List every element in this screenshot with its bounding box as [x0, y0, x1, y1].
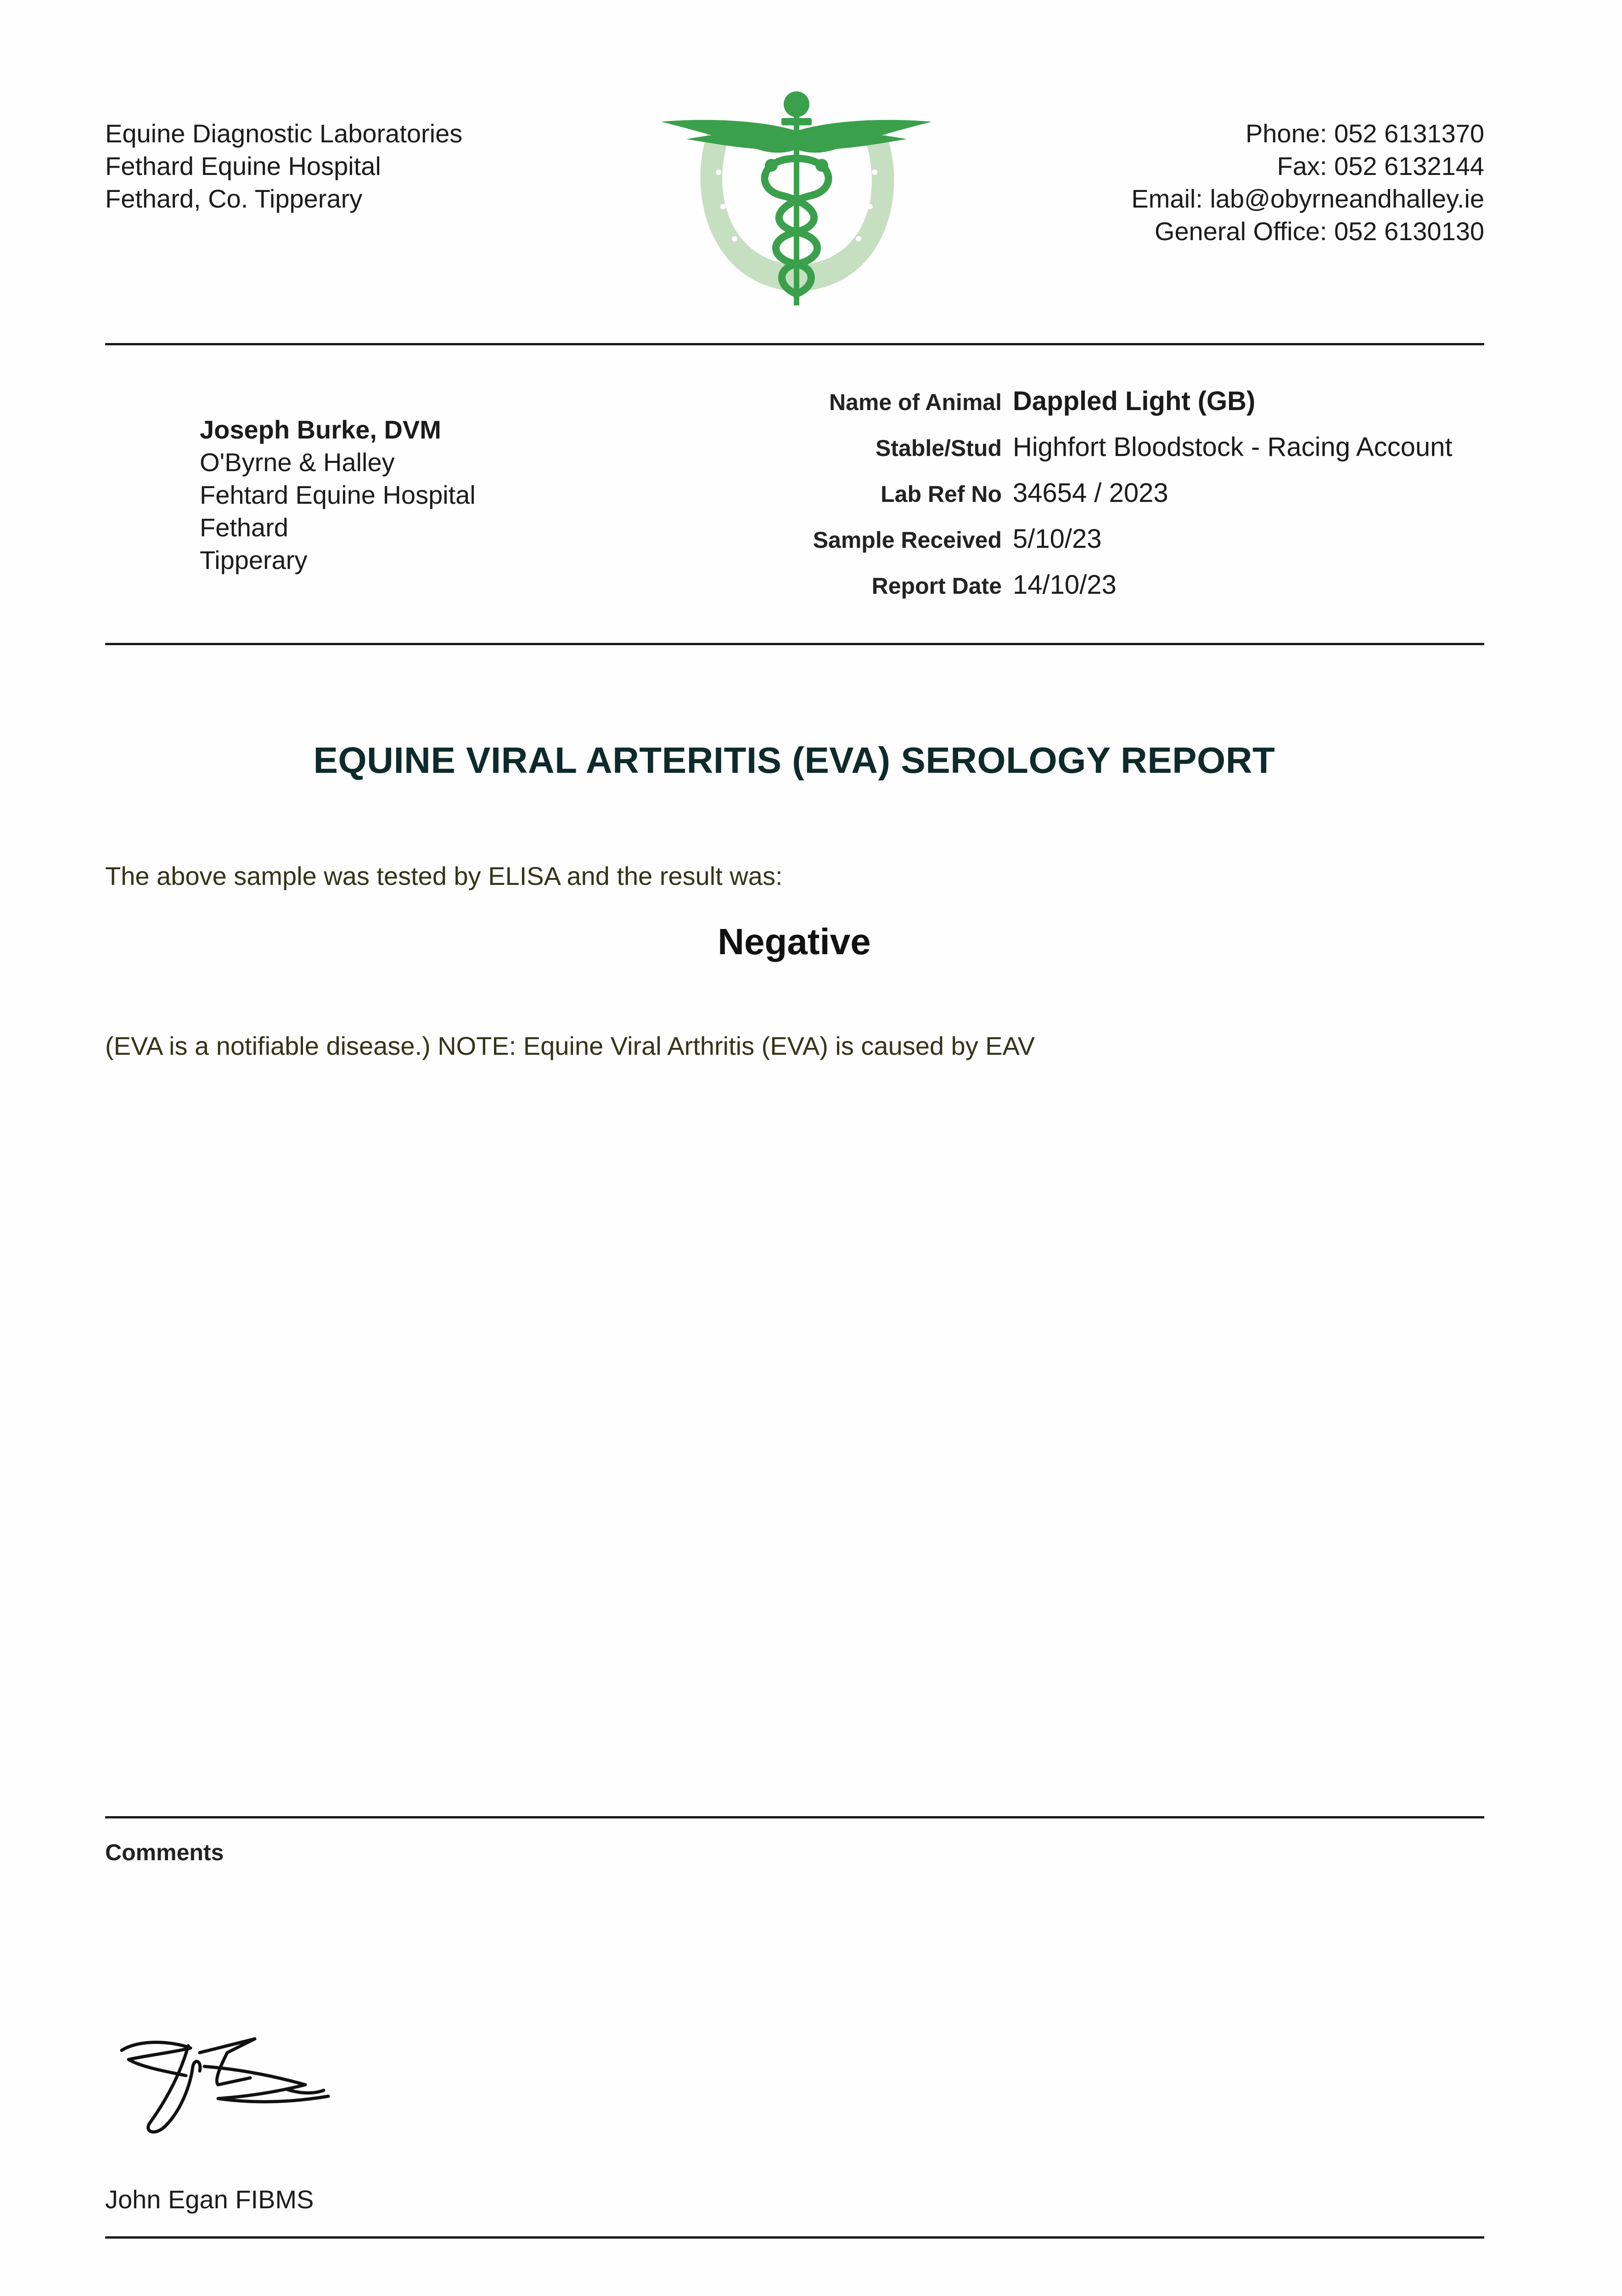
detail-label: Sample Received — [813, 527, 1002, 553]
fax: Fax: 052 6132144 — [1277, 152, 1484, 180]
report-note: (EVA is a notifiable disease.) NOTE: Equine Viral Arthritis (EVA) is caused by EAV — [105, 1031, 1035, 1060]
detail-row-received — [597, 523, 1515, 569]
signature — [112, 2034, 342, 2140]
caduceus-horseshoe-icon — [661, 85, 932, 315]
detail-label: Stable/Stud — [875, 435, 1002, 461]
detail-value: 14/10/23 — [1013, 570, 1117, 600]
phone: Phone: 052 6131370 — [1245, 119, 1484, 148]
report-intro: The above sample was tested by ELISA and the result was: — [105, 861, 783, 890]
divider — [105, 343, 1484, 345]
lab-location: Fethard, Co. Tipperary — [105, 184, 363, 213]
comments-label: Comments — [105, 1840, 224, 1865]
detail-row-animal — [597, 386, 1515, 432]
general-office: General Office: 052 6130130 — [1154, 217, 1484, 246]
report-title: EQUINE VIRAL ARTERITIS (EVA) SEROLOGY REPORT — [313, 740, 1275, 781]
lab-address — [105, 117, 462, 215]
recipient-name: Joseph Burke, DVM — [200, 415, 441, 444]
divider — [105, 643, 1484, 645]
detail-label: Lab Ref No — [881, 481, 1002, 507]
recipient-address — [200, 413, 476, 576]
lab-hospital: Fethard Equine Hospital — [105, 152, 381, 180]
sample-details — [597, 386, 1515, 615]
recipient-line: Fethard — [200, 513, 288, 542]
signer-name: John Egan FIBMS — [105, 2185, 314, 2214]
recipient-line: Fehtard Equine Hospital — [200, 480, 476, 509]
test-result: Negative — [718, 921, 871, 962]
detail-value: 34654 / 2023 — [1013, 478, 1168, 508]
detail-label: Report Date — [871, 573, 1002, 599]
recipient-line: Tipperary — [200, 546, 308, 574]
divider — [105, 1816, 1484, 1818]
detail-value: 5/10/23 — [1013, 524, 1102, 554]
detail-value: Dappled Light (GB) — [1013, 386, 1256, 416]
divider — [105, 2236, 1484, 2239]
lab-contact — [1131, 117, 1484, 248]
lab-name: Equine Diagnostic Laboratories — [105, 119, 463, 148]
detail-row-stable — [597, 432, 1515, 478]
recipient-line: O'Byrne & Halley — [200, 448, 395, 477]
detail-label: Name of Animal — [829, 389, 1002, 415]
detail-row-report-date — [597, 569, 1515, 615]
detail-row-labref — [597, 478, 1515, 523]
detail-value: Highfort Bloodstock - Racing Account — [1013, 432, 1453, 462]
email: Email: lab@obyrneandhalley.ie — [1131, 184, 1484, 213]
